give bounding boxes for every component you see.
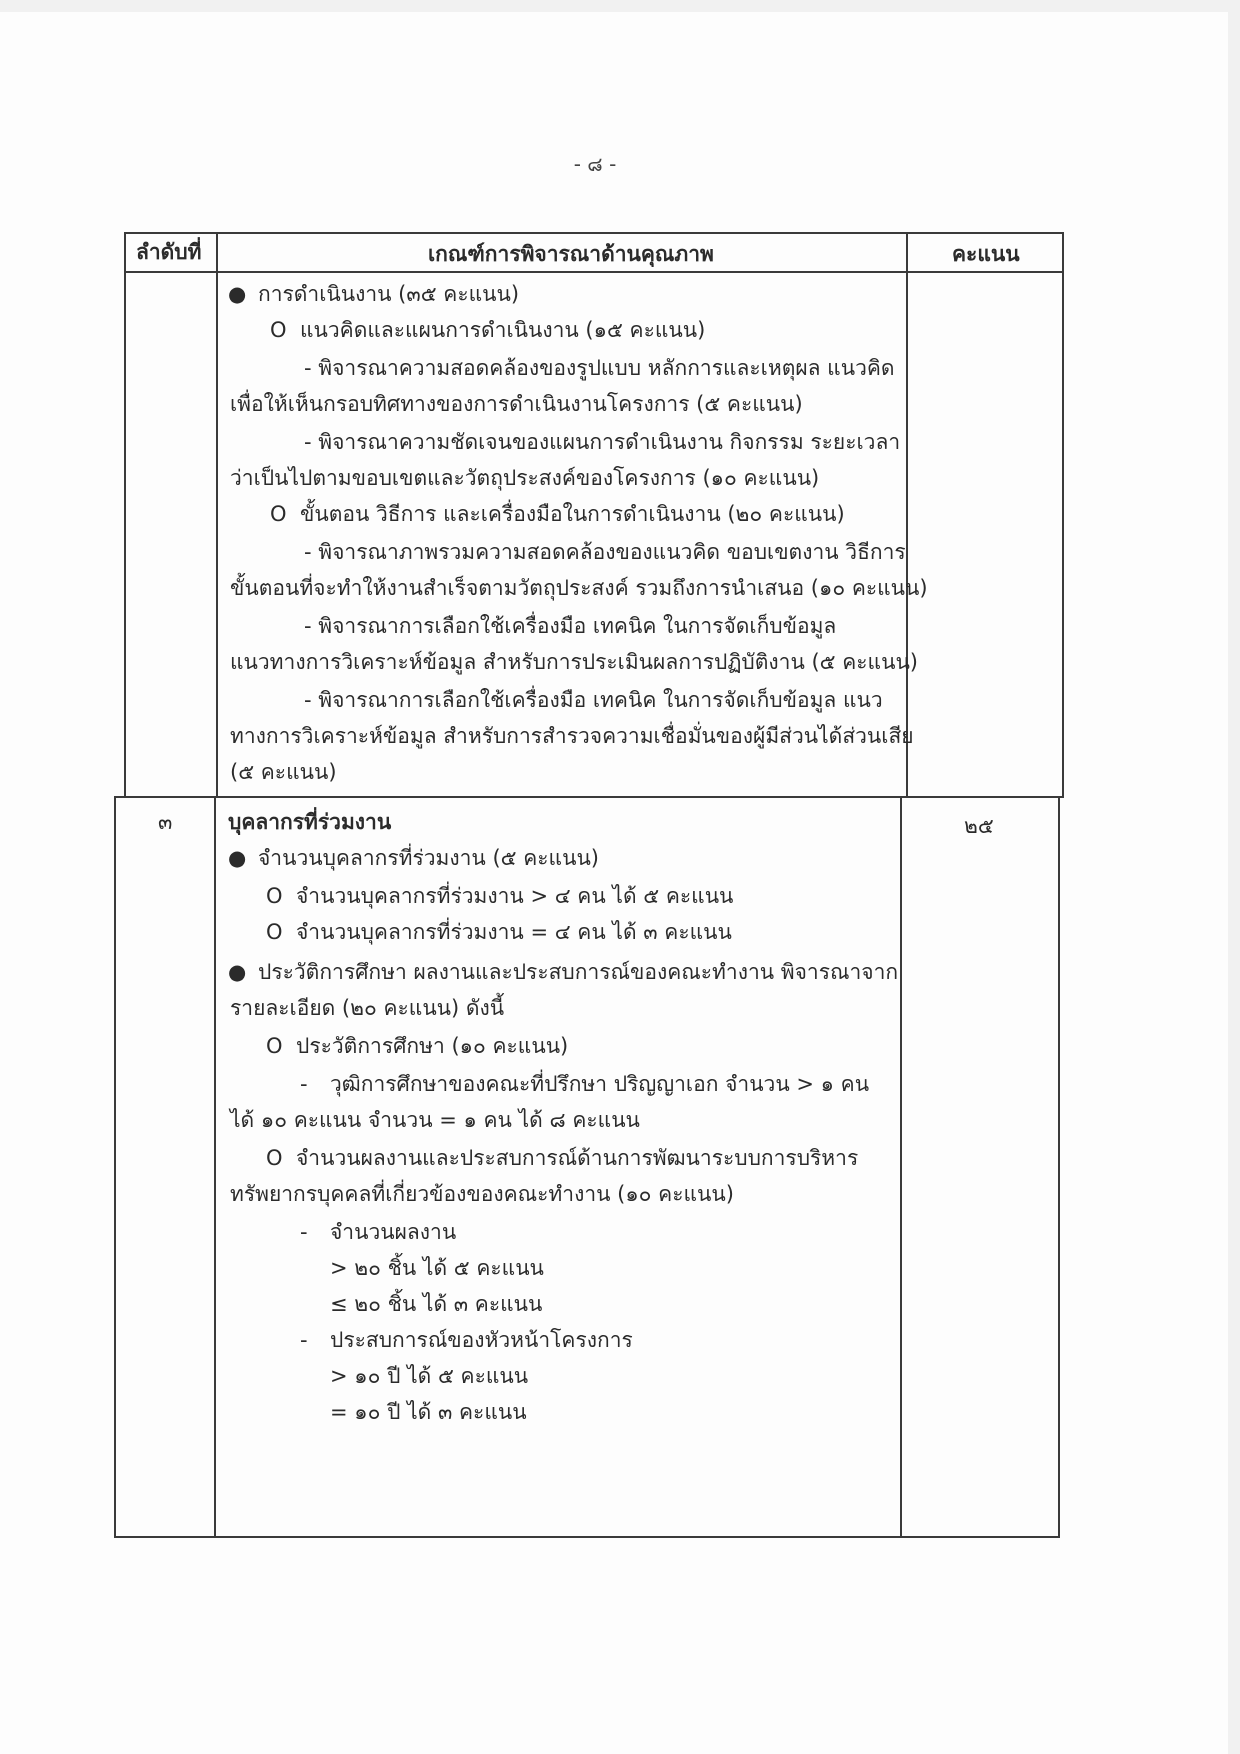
row1-line-12: - พิจารณาการเลือกใช้เครื่องมือ เทคนิค ในการจัดเก็บข้อมูล แนว <box>304 688 883 712</box>
table-column-divider-1-lower <box>214 796 216 1538</box>
page-number: - ๘ - <box>573 152 617 176</box>
row1-line-3: - พิจารณาความสอดคล้องของรูปแบบ หลักการและเหตุผล แนวคิด <box>304 356 895 380</box>
table-border-left <box>124 232 126 797</box>
table-column-divider-2 <box>906 232 908 797</box>
table-column-divider-1 <box>216 232 218 797</box>
row2-line-11: ทรัพยากรบุคคลที่เกี่ยวข้องของคณะทำงาน (๑๐ คะแนน) <box>230 1182 734 1206</box>
bullet-icon: ● <box>228 282 247 306</box>
row1-line-6: ว่าเป็นไปตามขอบเขตและวัตถุประสงค์ของโครงการ (๑๐ คะแนน) <box>230 466 820 490</box>
circle-bullet-icon: O <box>266 920 283 944</box>
bullet-icon: ● <box>228 846 247 870</box>
row2-line-6: รายละเอียด (๒๐ คะแนน) ดังนี้ <box>230 996 505 1020</box>
row2-title: บุคลากรที่ร่วมงาน <box>228 810 392 834</box>
row2-line-16: > ๑๐ ปี ได้ ๕ คะแนน <box>330 1364 529 1388</box>
circle-bullet-icon: O <box>266 1146 283 1170</box>
row2-line-14: ≤ ๒๐ ชิ้น ได้ ๓ คะแนน <box>330 1292 543 1316</box>
row1-line-14: (๕ คะแนน) <box>230 760 337 784</box>
row2-score: ๒๕ <box>964 814 994 838</box>
table-border-right <box>1062 232 1064 797</box>
row2-line-3: O จำนวนบุคลากรที่ร่วมงาน > ๔ คน ได้ ๕ คะแนน <box>266 878 733 914</box>
row1-line-8: - พิจารณาภาพรวมความสอดคล้องของแนวคิด ขอบเขตงาน วิธีการ <box>304 540 906 564</box>
row1-line-11: แนวทางการวิเคราะห์ข้อมูล สำหรับการประเมินผลการปฏิบัติงาน (๕ คะแนน) <box>230 650 918 674</box>
row2-line-7: O ประวัติการศึกษา (๑๐ คะแนน) <box>266 1028 568 1064</box>
scan-edge-top <box>0 0 1240 12</box>
row1-line-5: - พิจารณาความชัดเจนของแผนการดำเนินงาน กิจกรรม ระยะเวลา <box>304 430 901 454</box>
table-column-divider-2-lower <box>900 796 902 1538</box>
table-border-bottom <box>114 1536 1060 1538</box>
row1-line-4: เพื่อให้เห็นกรอบทิศทางของการดำเนินงานโครงการ (๕ คะแนน) <box>230 392 803 416</box>
dash-marker: - <box>300 1328 308 1352</box>
row2-line-2: ● จำนวนบุคลากรที่ร่วมงาน (๕ คะแนน) <box>228 840 599 876</box>
scan-edge-right <box>1228 0 1240 1754</box>
circle-bullet-icon: O <box>270 502 287 526</box>
header-score: คะแนน <box>952 242 1020 266</box>
dash-marker: - <box>300 1072 308 1096</box>
table-border-left-lower <box>114 796 116 1538</box>
circle-bullet-icon: O <box>266 884 283 908</box>
row2-line-13: > ๒๐ ชิ้น ได้ ๕ คะแนน <box>330 1256 544 1280</box>
header-criteria: เกณฑ์การพิจารณาด้านคุณภาพ <box>428 242 714 266</box>
row1-line-13: ทางการวิเคราะห์ข้อมูล สำหรับการสำรวจความเชื่อมั่นของผู้มีส่วนได้ส่วนเสีย <box>230 724 914 748</box>
bullet-icon: ● <box>228 960 247 984</box>
row2-line-10: O จำนวนผลงานและประสบการณ์ด้านการพัฒนาระบบการบริหาร <box>266 1140 858 1176</box>
row2-line-5: ● ประวัติการศึกษา ผลงานและประสบการณ์ของคณะทำงาน พิจารณาจาก <box>228 954 898 990</box>
row1-line-7: O ขั้นตอน วิธีการ และเครื่องมือในการดำเนินงาน (๒๐ คะแนน) <box>270 496 845 532</box>
circle-bullet-icon: O <box>270 318 287 342</box>
row1-line-1: ● การดำเนินงาน (๓๕ คะแนน) <box>228 276 519 312</box>
row2-line-17: = ๑๐ ปี ได้ ๓ คะแนน <box>330 1400 527 1424</box>
row2-line-12: - จำนวนผลงาน <box>300 1214 456 1250</box>
row2-line-4: O จำนวนบุคลากรที่ร่วมงาน = ๔ คน ได้ ๓ คะแนน <box>266 914 732 950</box>
row1-line-9: ขั้นตอนที่จะทำให้งานสำเร็จตามวัตถุประสงค์ รวมถึงการนำเสนอ (๑๐ คะแนน) <box>230 576 928 600</box>
circle-bullet-icon: O <box>266 1034 283 1058</box>
table-border-top <box>124 232 1064 234</box>
row2-line-8: - วุฒิการศึกษาของคณะที่ปรึกษา ปริญญาเอก จำนวน > ๑ คน <box>300 1066 869 1102</box>
row1-line-10: - พิจารณาการเลือกใช้เครื่องมือ เทคนิค ในการจัดเก็บข้อมูล <box>304 614 837 638</box>
row2-line-15: - ประสบการณ์ของหัวหน้าโครงการ <box>300 1322 633 1358</box>
table-row-divider <box>116 796 1064 798</box>
row2-line-9: ได้ ๑๐ คะแนน จำนวน = ๑ คน ได้ ๘ คะแนน <box>230 1108 640 1132</box>
dash-marker: - <box>300 1220 308 1244</box>
row1-line-2: O แนวคิดและแผนการดำเนินงาน (๑๕ คะแนน) <box>270 312 705 348</box>
row2-number: ๓ <box>158 810 173 834</box>
table-border-right-lower <box>1058 796 1060 1538</box>
header-no: ลำดับที่ <box>136 240 202 264</box>
